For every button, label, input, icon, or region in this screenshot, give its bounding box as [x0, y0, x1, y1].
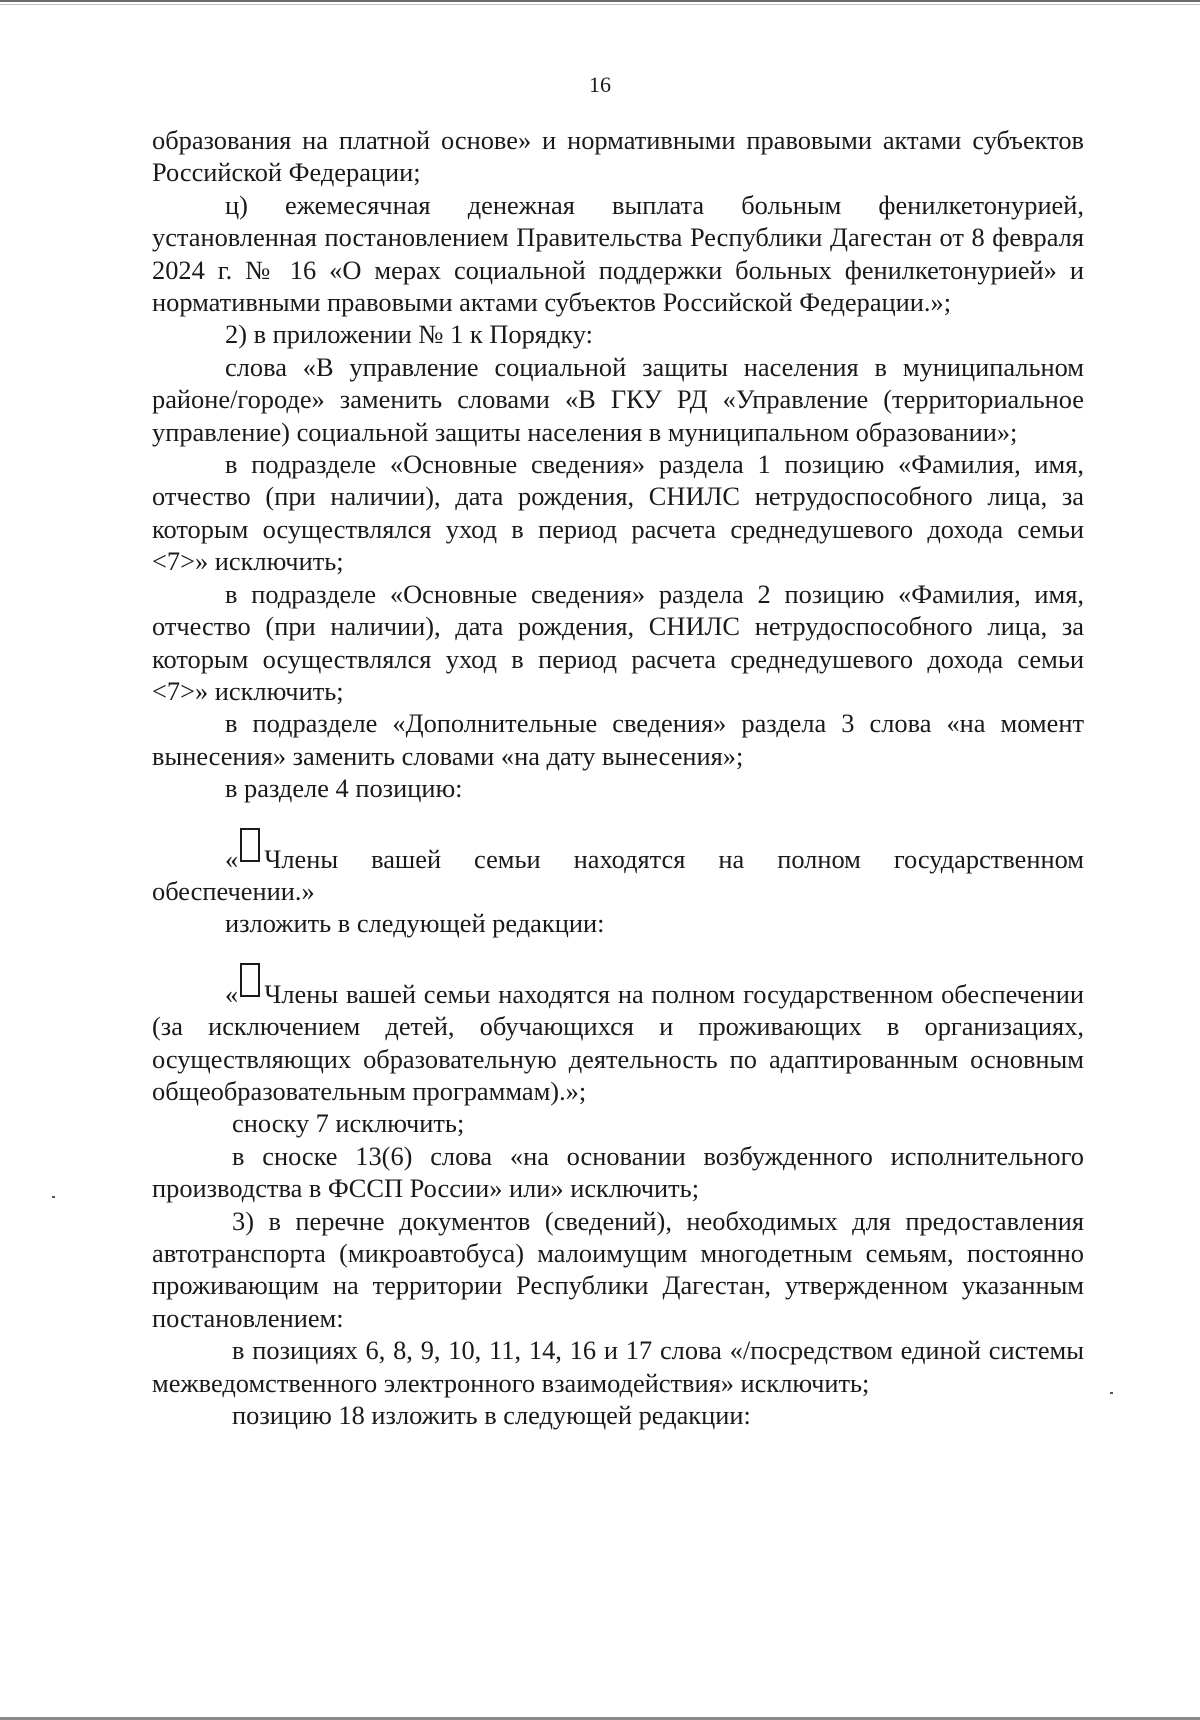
paragraph-6: в подразделе «Основные сведения» раздела 2 позицию «Фамилия, имя, отчество (при наличии), дата рождения, СНИЛС нетрудоспособного лица, за которым осуществлялся уход в период расчета среднедушевого дохода семьи <7>» исключить; — [152, 578, 1084, 706]
paragraph-13: в сноске 13(6) слова «на основании возбужденного исполнительного производства в ФССП России» или» исключить; — [152, 1140, 1084, 1204]
paragraph-5: в подразделе «Основные сведения» раздела 1 позицию «Фамилия, имя, отчество (при наличии), дата рождения, СНИЛС нетрудоспособного лица, за которым осуществлялся уход в период расчета среднедушевого дохода семьи <7>» исключить; — [152, 449, 1084, 577]
checkbox-icon — [240, 963, 260, 997]
paragraph-12: сноску 7 исключить; — [232, 1108, 465, 1139]
scan-speck — [1110, 1392, 1113, 1394]
quoted-position-old-text: Члены вашей семьи находятся на полном государственном обеспечении.» — [152, 843, 1084, 906]
paragraph-3: 2) в приложении № 1 к Порядку: — [225, 319, 593, 350]
quoted-position-old — [152, 828, 1084, 908]
paragraph-1: образования на платной основе» и нормативными правовыми актами субъектов Российской Федерации; — [152, 125, 1084, 188]
paragraph-10: изложить в следующей редакции: — [225, 908, 605, 939]
scan-edge-top — [0, 0, 1200, 2]
quote-open: « — [225, 978, 239, 1009]
paragraph-8: в разделе 4 позицию: — [225, 773, 463, 804]
checkbox-icon — [240, 828, 260, 862]
quoted-position-new — [152, 963, 1084, 1108]
document-body — [152, 124, 1084, 1431]
paragraph-4: слова «В управление социальной защиты населения в муниципальном районе/городе» заменить словами «В ГКУ РД «Управление (территориальное управление) социальной защиты населения в муниципальном образовании»; — [152, 351, 1084, 447]
quote-open: « — [225, 843, 239, 874]
scan-speck — [52, 1196, 55, 1198]
scan-edge-line — [0, 4, 1200, 5]
paragraph-14: 3) в перечне документов (сведений), необходимых для предоставления автотранспорта (микроавтобуса) малоимущим многодетным семьям, постоянно проживающим на территории Республики Дагестан, утвержденном указанным постановлением: — [152, 1205, 1084, 1333]
paragraph-2: ц) ежемесячная денежная выплата больным фенилкетонурией, установленная постановлением Правительства Республики Дагестан от 8 февраля 2024 г. № 16 «О мерах социальной поддержки больных фенилкетонурией» и нормативными правовыми актами субъектов Российской Федерации.»; — [152, 189, 1084, 318]
paragraph-7: в подразделе «Дополнительные сведения» раздела 3 слова «на момент вынесения» заменить словами «на дату вынесения»; — [152, 708, 1084, 771]
paragraph-15: в позициях 6, 8, 9, 10, 11, 14, 16 и 17 слова «/посредством единой системы межведомственного электронного взаимодействия» исключить; — [152, 1335, 1084, 1398]
paragraph-16: позицию 18 изложить в следующей редакции: — [232, 1400, 751, 1431]
quoted-position-new-text: Члены вашей семьи находятся на полном государственном обеспечении (за исключением детей, обучающихся и проживающих в организациях, осуществляющих образовательную деятельность по адаптированным основным общеобразовательным программам).»; — [152, 978, 1084, 1106]
page-number: 16 — [589, 72, 611, 97]
